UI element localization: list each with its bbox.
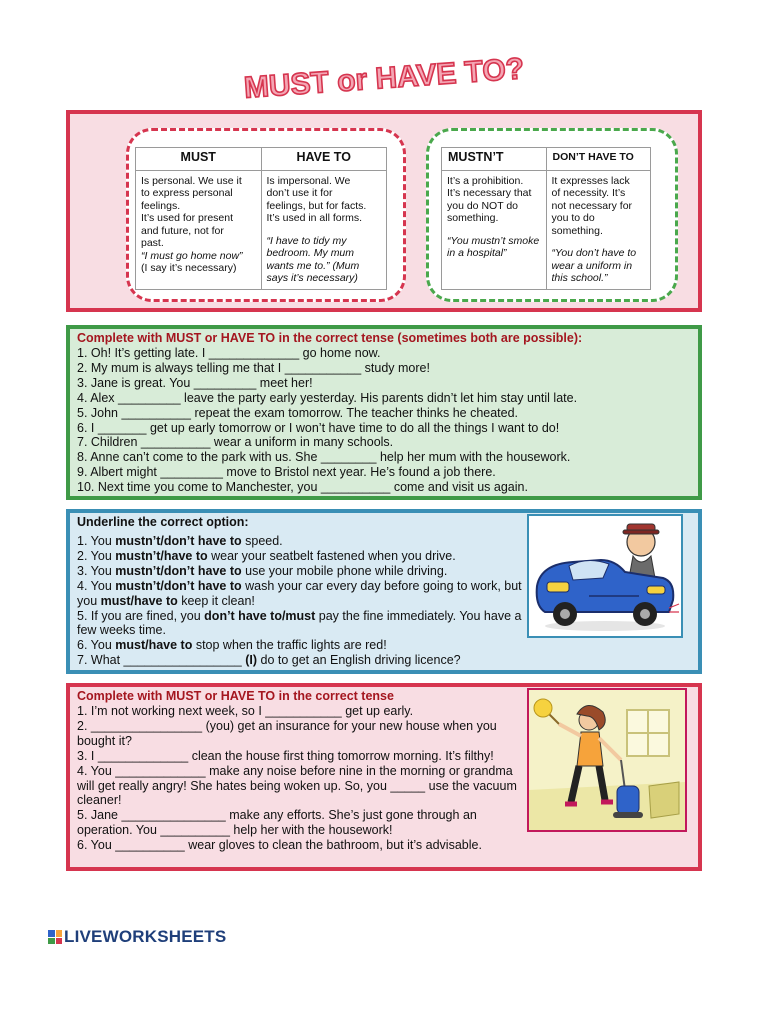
- worksheet-title: [0, 52, 768, 105]
- mustnt-line: something.: [447, 212, 499, 224]
- exercise-1-item: 6. I _______ get up early tomorrow or I won’t have time to do all the things I want to do!: [77, 420, 560, 435]
- must-have-to-card: [126, 128, 406, 302]
- must-line: Is personal. We use it: [141, 174, 242, 187]
- item-text: use your mobile phone while driving.: [241, 563, 448, 578]
- must-example: “I must go home now”: [141, 249, 243, 262]
- dont-have-to-line: not necessary for: [551, 199, 633, 212]
- exercise-1-list: [77, 346, 690, 495]
- mustnt-header: MUSTN’T: [442, 148, 547, 171]
- theory-box: [66, 110, 702, 312]
- exercise-1-item: 3. Jane is great. You _________ meet her!: [77, 375, 313, 390]
- item-text: 7. What _________________: [77, 653, 246, 668]
- mustnt-dont-have-to-card: [426, 128, 678, 302]
- exercise-3-item: 1. I’m not working next week, so I ___________ get up early.: [77, 704, 414, 718]
- have-to-explanation: [261, 170, 387, 289]
- exercise-1-item: 9. Albert might _________ move to Bristol next year. He’s found a job there.: [77, 465, 496, 480]
- must-example-note: (I say it’s necessary): [141, 262, 237, 274]
- mustnt-dont-have-to-table: [441, 147, 651, 290]
- item-text: 6. You: [77, 638, 116, 653]
- mustnt-lines: [447, 175, 541, 225]
- item-text: pay the fine immediately. You have a few weeks time.: [77, 608, 522, 638]
- option-choice[interactable]: must/have to: [115, 638, 193, 653]
- exercise-3-item: 6. You __________ wear gloves to clean the bathroom, but it’s advisable.: [77, 838, 482, 853]
- exercise-2-item: [77, 609, 522, 639]
- item-text: stop when the traffic lights are red!: [192, 638, 387, 653]
- exercise-3-item: 3. I _____________ clean the house first thing tomorrow morning. It’s filthy!: [77, 748, 494, 763]
- exercise-1-item: 1. Oh! It’s getting late. I _____________ go home now.: [77, 346, 381, 360]
- exercise-1-item: 10. Next time you come to Manchester, you __________ come and visit us again.: [77, 480, 528, 495]
- have-to-lines: [267, 175, 382, 225]
- have-to-line: don’t use it for: [266, 187, 333, 199]
- must-line: feelings.: [141, 199, 181, 212]
- dont-have-to-header: DON’T HAVE TO: [546, 148, 651, 171]
- exercise-1-item: 2. My mum is always telling me that I ___________ study more!: [77, 360, 430, 375]
- option-choice[interactable]: must/have to: [100, 593, 178, 608]
- exercise-3-item: 5. Jane _______________ make any efforts. She’s just gone through an operation. You __________ help her with the housework!: [77, 808, 477, 838]
- title-text: MUST or HAVE TO?: [242, 52, 526, 105]
- car-driver-illustration: [527, 514, 683, 638]
- item-text: keep it clean!: [177, 593, 255, 608]
- dont-have-to-lines: [552, 175, 646, 238]
- mustnt-example: “You mustn’t smoke in a hospital”: [447, 234, 540, 259]
- logo-text: LIVEWORKSHEETS: [64, 927, 227, 946]
- exercise-2-list: [77, 534, 522, 668]
- liveworksheets-logo-icon: [48, 930, 62, 944]
- must-lines: [141, 175, 256, 250]
- dont-have-to-line: It expresses lack: [551, 174, 630, 187]
- item-text: 5. If you are fined, you: [77, 608, 205, 623]
- dont-have-to-explanation: [546, 170, 651, 289]
- dont-have-to-line: of necessity. It’s: [551, 187, 626, 199]
- item-text: 4. You: [77, 578, 116, 593]
- exercise-1-item: 7. Children __________ wear a uniform in many schools.: [77, 435, 394, 450]
- item-text: do to get an English driving licence?: [257, 653, 461, 668]
- title-wordart: [224, 52, 544, 105]
- mustnt-line: It’s necessary that: [447, 187, 532, 199]
- exercise-1-item: 8. Anne can’t come to the park with us. She ________ help her mum with the housework.: [77, 450, 571, 465]
- exercise-2-item: [77, 564, 522, 579]
- exercise-3-heading: Complete with MUST or HAVE TO in the correct tense: [77, 689, 394, 703]
- exercise-2-item: [77, 549, 522, 564]
- option-choice[interactable]: mustn’t/have to: [115, 548, 208, 563]
- have-to-example: “I have to tidy my bedroom. My mum wants me to.” (Mum says it’s necessary): [266, 234, 360, 284]
- must-explanation: [136, 170, 262, 289]
- mustnt-line: you do NOT do: [447, 199, 519, 212]
- item-text: speed.: [241, 534, 283, 548]
- mustnt-explanation: [442, 170, 547, 289]
- exercise-3-list: [77, 704, 522, 853]
- must-line: past.: [141, 237, 164, 249]
- exercise-3-item: 2. ________________ (you) get an insurance for your new house when you bought it?: [77, 718, 497, 748]
- exercise-1: [66, 325, 702, 500]
- option-choice[interactable]: (I): [245, 653, 258, 668]
- option-choice[interactable]: mustn’t/don’t have to: [115, 534, 242, 548]
- exercise-2-item: [77, 638, 522, 653]
- exercise-2-item: [77, 653, 522, 668]
- woman-cleaning-illustration: [527, 688, 687, 832]
- have-to-line: Is impersonal. We: [266, 174, 351, 187]
- have-to-line: feelings, but for facts.: [266, 199, 367, 212]
- must-line: and future, not for: [141, 224, 224, 237]
- exercise-1-item: 5. John __________ repeat the exam tomorrow. The teacher thinks he cheated.: [77, 405, 519, 420]
- dont-have-to-example: “You don’t have to wear a uniform in this school.”: [551, 247, 637, 284]
- dont-have-to-line: something.: [551, 224, 603, 237]
- option-choice[interactable]: don’t have to/must: [204, 608, 316, 623]
- must-line: to express personal: [141, 187, 233, 199]
- have-to-line: It’s used in all forms.: [266, 212, 363, 224]
- item-text: 3. You: [77, 563, 116, 578]
- exercise-2-item: [77, 534, 522, 549]
- item-text: 1. You: [77, 534, 116, 548]
- exercise-2-heading: Underline the correct option:: [77, 515, 249, 529]
- have-to-header: HAVE TO: [261, 148, 387, 171]
- item-text: wash your car every day before going to work, but you: [77, 578, 522, 608]
- must-line: It’s used for present: [141, 212, 234, 224]
- item-text: 2. You: [77, 548, 116, 563]
- option-choice[interactable]: mustn’t/don’t have to: [115, 563, 242, 578]
- exercise-1-item: 4. Alex _________ leave the party early yesterday. His parents didn’t let him stay until late.: [77, 390, 578, 405]
- mustnt-line: It’s a prohibition.: [447, 174, 524, 187]
- exercise-1-heading: Complete with MUST or HAVE TO in the correct tense (sometimes both are possible):: [77, 331, 583, 345]
- dont-have-to-line: you to do: [551, 212, 595, 224]
- must-have-to-table: [135, 147, 387, 290]
- item-text: wear your seatbelt fastened when you drive.: [207, 548, 456, 563]
- must-header: MUST: [136, 148, 262, 171]
- exercise-2-item: [77, 579, 522, 609]
- cleaning-woman-icon: [529, 690, 685, 830]
- option-choice[interactable]: mustn’t/don’t have to: [115, 578, 242, 593]
- liveworksheets-logo: [48, 926, 226, 948]
- car-icon: [529, 516, 681, 636]
- exercise-3-item: 4. You _____________ make any noise before nine in the morning or grandma will get really angry! She hates being woken up. So, you _____ use the vacuum cleaner!: [77, 763, 517, 808]
